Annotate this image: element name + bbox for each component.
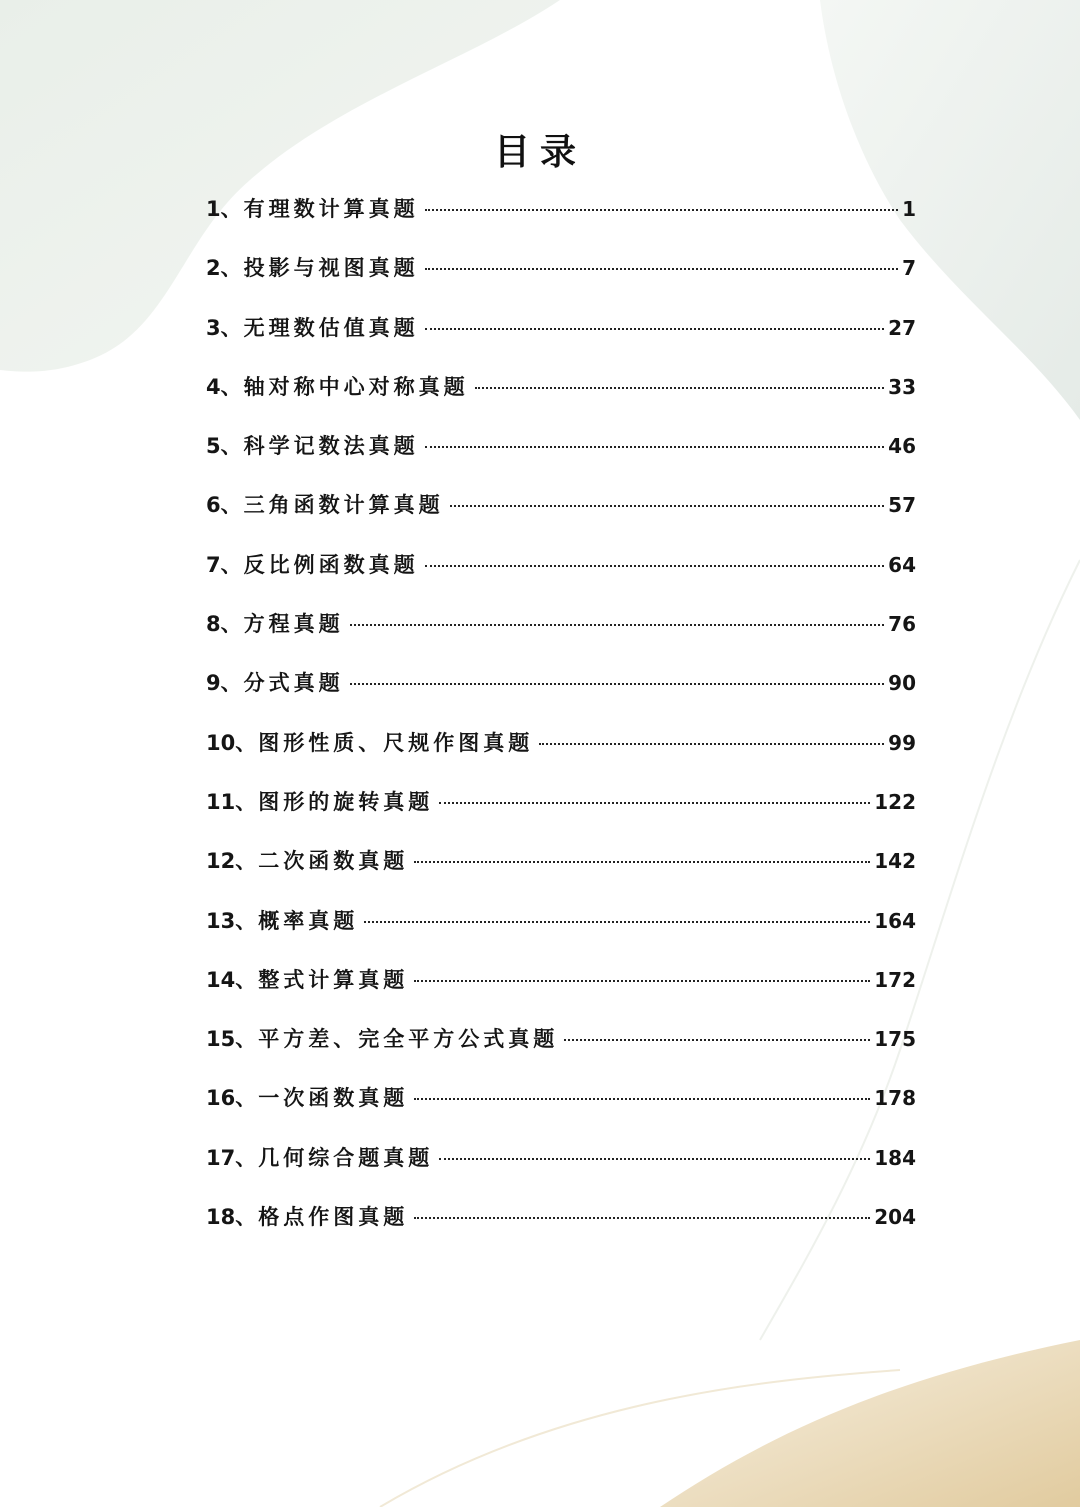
entry-number: 12、 bbox=[206, 849, 257, 874]
entry-label: 轴对称中心对称真题 bbox=[243, 374, 469, 399]
entry-page: 76 bbox=[888, 612, 916, 637]
toc-entry[interactable] bbox=[206, 1129, 916, 1188]
entry-page: 90 bbox=[888, 671, 916, 696]
entry-number: 10、 bbox=[206, 730, 257, 755]
entry-page: 46 bbox=[888, 434, 916, 459]
entry-page: 1 bbox=[902, 197, 916, 221]
toc-entry[interactable] bbox=[206, 595, 916, 654]
entry-number: 11、 bbox=[206, 789, 257, 814]
toc-entry[interactable] bbox=[206, 180, 916, 239]
entry-label: 科学记数法真题 bbox=[243, 434, 419, 459]
toc-entry[interactable] bbox=[206, 1010, 916, 1069]
entry-number: 6、 bbox=[206, 493, 242, 518]
toc-entry[interactable] bbox=[206, 417, 916, 476]
entry-label: 一次函数真题 bbox=[258, 1086, 409, 1111]
dot-leader bbox=[350, 683, 885, 685]
entry-number: 18、 bbox=[206, 1205, 257, 1230]
entry-label: 无理数估值真题 bbox=[243, 315, 419, 340]
entry-page: 64 bbox=[888, 552, 916, 577]
entry-number: 3、 bbox=[206, 315, 242, 340]
dot-leader bbox=[450, 505, 885, 507]
entry-page: 164 bbox=[874, 908, 916, 933]
entry-number: 9、 bbox=[206, 671, 242, 696]
entry-page: 7 bbox=[902, 256, 916, 281]
dot-leader bbox=[475, 387, 885, 389]
dot-leader bbox=[414, 980, 870, 982]
entry-label: 概率真题 bbox=[258, 908, 359, 933]
entry-number: 4、 bbox=[206, 374, 242, 399]
dot-leader bbox=[425, 446, 885, 448]
entry-number: 5、 bbox=[206, 434, 242, 459]
dot-leader bbox=[425, 268, 898, 270]
entry-number: 1、 bbox=[206, 197, 242, 221]
entry-label: 方程真题 bbox=[243, 612, 344, 637]
entry-number: 7、 bbox=[206, 552, 242, 577]
entry-page: 184 bbox=[874, 1145, 916, 1170]
toc-entry[interactable] bbox=[206, 358, 916, 417]
entry-number: 16、 bbox=[206, 1086, 257, 1111]
entry-number: 17、 bbox=[206, 1145, 257, 1170]
entry-label: 格点作图真题 bbox=[258, 1205, 409, 1230]
toc-entry[interactable] bbox=[206, 832, 916, 891]
dot-leader bbox=[439, 1158, 870, 1160]
entry-number: 8、 bbox=[206, 612, 242, 637]
entry-page: 204 bbox=[874, 1205, 916, 1230]
entry-page: 178 bbox=[874, 1086, 916, 1111]
entry-page: 57 bbox=[888, 493, 916, 518]
entry-number: 13、 bbox=[206, 908, 257, 933]
entry-label: 二次函数真题 bbox=[258, 849, 409, 874]
toc-entry[interactable] bbox=[206, 299, 916, 358]
toc-entry[interactable] bbox=[206, 1069, 916, 1128]
toc-entry[interactable] bbox=[206, 892, 916, 951]
toc-entry[interactable] bbox=[206, 536, 916, 595]
entry-page: 99 bbox=[888, 730, 916, 755]
entry-label: 反比例函数真题 bbox=[243, 552, 419, 577]
dot-leader bbox=[350, 624, 885, 626]
dot-leader bbox=[414, 1217, 870, 1219]
dot-leader bbox=[425, 209, 898, 211]
entry-number: 2、 bbox=[206, 256, 242, 281]
entry-page: 27 bbox=[888, 315, 916, 340]
entry-label: 图形的旋转真题 bbox=[258, 789, 434, 814]
toc-entry[interactable] bbox=[206, 951, 916, 1010]
toc-entry[interactable] bbox=[206, 714, 916, 773]
entry-page: 172 bbox=[874, 967, 916, 992]
dot-leader bbox=[414, 1098, 870, 1100]
dot-leader bbox=[564, 1039, 870, 1041]
dot-leader bbox=[414, 861, 870, 863]
entry-page: 33 bbox=[888, 374, 916, 399]
entry-number: 14、 bbox=[206, 967, 257, 992]
entry-label: 几何综合题真题 bbox=[258, 1145, 434, 1170]
entry-page: 122 bbox=[874, 789, 916, 814]
entry-label: 分式真题 bbox=[243, 671, 344, 696]
dot-leader bbox=[539, 743, 884, 745]
entry-label: 平方差、完全平方公式真题 bbox=[258, 1027, 559, 1052]
page-title: 目录 bbox=[493, 132, 586, 173]
entry-label: 三角函数计算真题 bbox=[243, 493, 444, 518]
dot-leader bbox=[364, 921, 870, 923]
entry-label: 整式计算真题 bbox=[258, 967, 409, 992]
toc-entry[interactable] bbox=[206, 239, 916, 298]
toc-entry[interactable] bbox=[206, 773, 916, 832]
toc-entry[interactable] bbox=[206, 476, 916, 535]
entry-page: 142 bbox=[874, 849, 916, 874]
entry-page: 175 bbox=[874, 1027, 916, 1052]
entry-number: 15、 bbox=[206, 1027, 257, 1052]
entry-label: 有理数计算真题 bbox=[243, 197, 419, 221]
toc-list bbox=[206, 180, 916, 1247]
dot-leader bbox=[425, 565, 885, 567]
toc-entry[interactable] bbox=[206, 654, 916, 713]
entry-label: 图形性质、尺规作图真题 bbox=[258, 730, 534, 755]
toc-entry[interactable] bbox=[206, 1188, 916, 1247]
entry-label: 投影与视图真题 bbox=[243, 256, 419, 281]
dot-leader bbox=[439, 802, 870, 804]
dot-leader bbox=[425, 328, 885, 330]
